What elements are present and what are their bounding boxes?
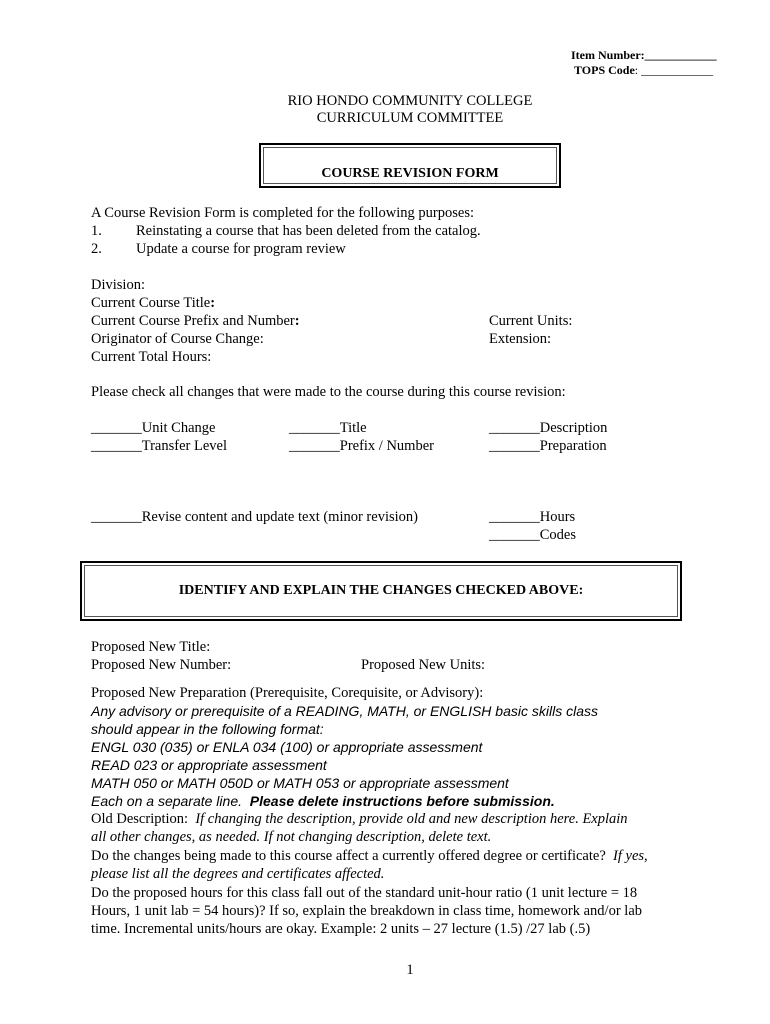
check-hours[interactable]: _______Hours — [489, 509, 576, 525]
proposed-units-label: Proposed New Units: — [361, 657, 486, 673]
current-title-label — [91, 295, 215, 312]
check-prefix-number[interactable]: _______Prefix / Number — [289, 438, 434, 454]
instruction-line-3: ENGL 030 (035) or ENLA 034 (100) or appropriate assessment — [91, 739, 483, 755]
division-label: Division: — [91, 277, 145, 293]
instruction-line-4: READ 023 or appropriate assessment — [91, 757, 327, 773]
old-description-hint-2: all other changes, as needed. If not changing description, delete text. — [91, 829, 492, 845]
purpose-2-text: Update a course for program review — [136, 241, 346, 257]
check-revise-content[interactable]: _______Revise content and update text (minor revision) — [91, 509, 418, 525]
purpose-1-text: Reinstating a course that has been deleted from the catalog. — [136, 223, 481, 239]
old-description-line-1 — [91, 811, 628, 828]
hours-question-line-1: Do the proposed hours for this class fall out of the standard unit-hour ratio (1 unit lecture = 18 — [91, 885, 638, 901]
current-prefix-colon: : — [294, 313, 300, 329]
instruction-line-2: should appear in the following format: — [91, 721, 324, 737]
hours-question-line-3: time. Incremental units/hours are okay. Example: 2 units – 27 lecture (1.5) /27 lab (.5) — [91, 921, 591, 937]
committee-name: CURRICULUM COMMITTEE — [316, 110, 504, 126]
college-name: RIO HONDO COMMUNITY COLLEGE — [287, 93, 533, 109]
check-title[interactable]: _______Title — [289, 420, 367, 436]
purpose-2-number: 2. — [91, 241, 102, 257]
old-description-label: Old Description: — [91, 811, 189, 827]
old-description-hint-1: If changing the description, provide old and new description here. Explain — [195, 811, 628, 827]
instruction-delete-note: Please delete instructions before submission. — [249, 793, 555, 809]
item-number-field — [571, 48, 717, 63]
tops-code-label: TOPS Code — [574, 63, 635, 77]
current-title-colon: : — [210, 295, 216, 311]
degree-question-if-yes: If yes, — [613, 848, 648, 864]
tops-code-field — [574, 63, 713, 78]
form-title: COURSE REVISION FORM — [321, 166, 499, 181]
instruction-line-5: MATH 050 or MATH 050D or MATH 053 or appropriate assessment — [91, 775, 509, 791]
current-title-text: Current Course Title — [91, 295, 211, 311]
check-preparation[interactable]: _______Preparation — [489, 438, 607, 454]
item-number-label: Item Number:____________ — [571, 48, 717, 62]
proposed-number-label: Proposed New Number: — [91, 657, 232, 673]
hours-question-line-2: Hours, 1 unit lab = 54 hours)? If so, explain the breakdown in class time, homework and/or lab — [91, 903, 642, 919]
degree-question-text: Do the changes being made to this course affect a currently offered degree or certificate? — [91, 848, 606, 864]
changes-instruction: Please check all changes that were made to the course during this course revision: — [91, 384, 566, 400]
tops-code-blank: : ____________ — [634, 63, 714, 77]
check-codes[interactable]: _______Codes — [489, 527, 576, 543]
check-transfer-level[interactable]: _______Transfer Level — [91, 438, 227, 454]
proposed-title-label: Proposed New Title: — [91, 639, 211, 655]
extension-label: Extension: — [489, 331, 552, 347]
check-description[interactable]: _______Description — [489, 420, 608, 436]
purpose-1-number: 1. — [91, 223, 102, 239]
degree-question-line-1 — [91, 848, 648, 865]
current-hours-label: Current Total Hours: — [91, 349, 212, 365]
current-units-label: Current Units: — [489, 313, 573, 329]
instruction-line-1: Any advisory or prerequisite of a READING, MATH, or ENGLISH basic skills class — [91, 703, 599, 719]
instruction-line-6 — [91, 793, 555, 809]
check-unit-change[interactable]: _______Unit Change — [91, 420, 216, 436]
current-prefix-text: Current Course Prefix and Number — [91, 313, 295, 329]
proposed-preparation-label: Proposed New Preparation (Prerequisite, Corequisite, or Advisory): — [91, 685, 484, 701]
originator-label: Originator of Course Change: — [91, 331, 264, 347]
purposes-intro: A Course Revision Form is completed for the following purposes: — [91, 205, 475, 221]
degree-question-line-2: please list all the degrees and certificates affected. — [91, 866, 385, 882]
current-prefix-label — [91, 313, 300, 330]
page-number: 1 — [406, 962, 414, 978]
identify-heading: IDENTIFY AND EXPLAIN THE CHANGES CHECKED ABOVE: — [178, 583, 584, 598]
instruction-separate-line: Each on a separate line. — [91, 793, 242, 809]
